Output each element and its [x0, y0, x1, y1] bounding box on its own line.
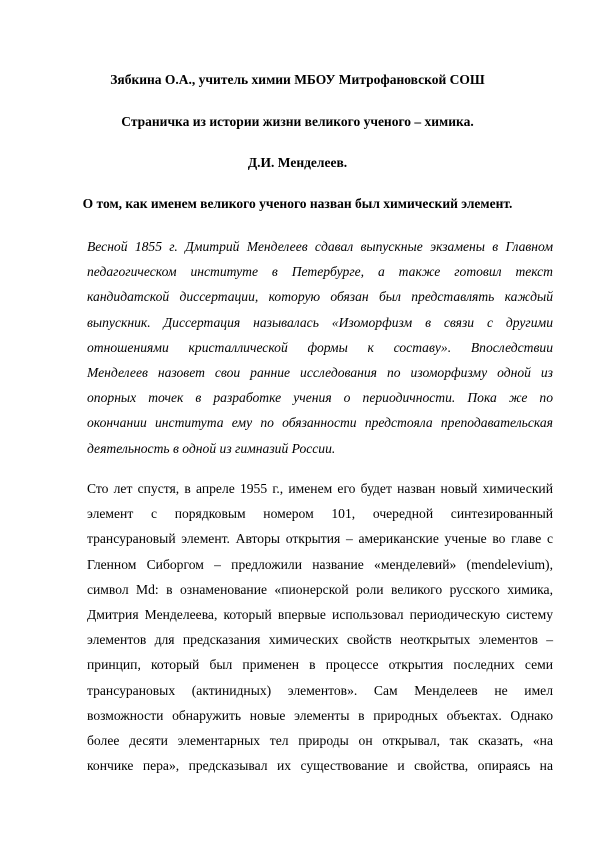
paragraph-line: принцип, который был применен в процессе открытия последних семи — [87, 657, 553, 673]
paragraph-line: Дмитрия Менделеева, который впервые использовал периодическую систему — [87, 606, 553, 622]
paragraph-intro — [87, 234, 553, 461]
author-line: Зябкина О.А., учитель химии МБОУ Митрофановской СОШ — [110, 72, 485, 87]
paragraph-line: Менделеев назовет свои ранние исследования по изоморфизму одной из — [87, 364, 553, 380]
document-subtitle: О том, как именем великого ученого назван был химический элемент. — [82, 196, 513, 211]
document-title: Страничка из истории жизни великого ученого – химика. — [121, 114, 474, 129]
paragraph-line: окончании института ему по обязанности предстояла преподавательская — [87, 415, 553, 431]
paragraph-line: опорных точек в разработке учения о периодичности. Пока же по — [87, 390, 553, 406]
paragraph-line: деятельность в одной из гимназий России. — [87, 440, 336, 456]
paragraph-line: кандидатской диссертации, которую обязан был представлять каждый — [87, 289, 553, 305]
paragraph-line: трансурановый элемент. Авторы открытия – американские ученые во главе с — [87, 531, 553, 547]
paragraph-line: символ Md: в ознаменование «пионерской роли великого русского химика, — [87, 581, 553, 597]
paragraph-line: Весной 1855 г. Дмитрий Менделеев сдавал выпускные экзамены в Главном — [87, 239, 553, 254]
paragraph-line: выпускник. Диссертация называлась «Изоморфизм в связи с другими — [87, 314, 553, 330]
paragraph-line: кончике пера», предсказывал их существование и свойства, опираясь на — [87, 758, 553, 774]
paragraph-line: возможности обнаружить новые элементы в природных объектах. Однако — [87, 707, 553, 723]
paragraph-main — [87, 476, 553, 778]
paragraph-line: более десяти элементарных тел природы он открывал, так сказать, «на — [87, 732, 553, 748]
subject-name: Д.И. Менделеев. — [247, 155, 348, 170]
paragraph-line: Гленном Сиборгом – предложили название «менделевий» (mendelevium), — [87, 556, 553, 572]
paragraph-line: элемент с порядковым номером 101, очередной синтезированный — [87, 506, 553, 522]
paragraph-line: отношениями кристаллической формы к составу». Впоследствии — [87, 339, 553, 355]
paragraph-line: педагогическом институте в Петербурге, а также готовил текст — [87, 264, 553, 280]
paragraph-line: элементов для предсказания химических свойств неоткрытых элементов – — [87, 632, 553, 648]
paragraph-line: трансурановых (актинидных) элементов». Сам Менделеев не имел — [87, 682, 553, 698]
paragraph-line: Сто лет спустя, в апреле 1955 г., именем его будет назван новый химический — [87, 481, 553, 496]
